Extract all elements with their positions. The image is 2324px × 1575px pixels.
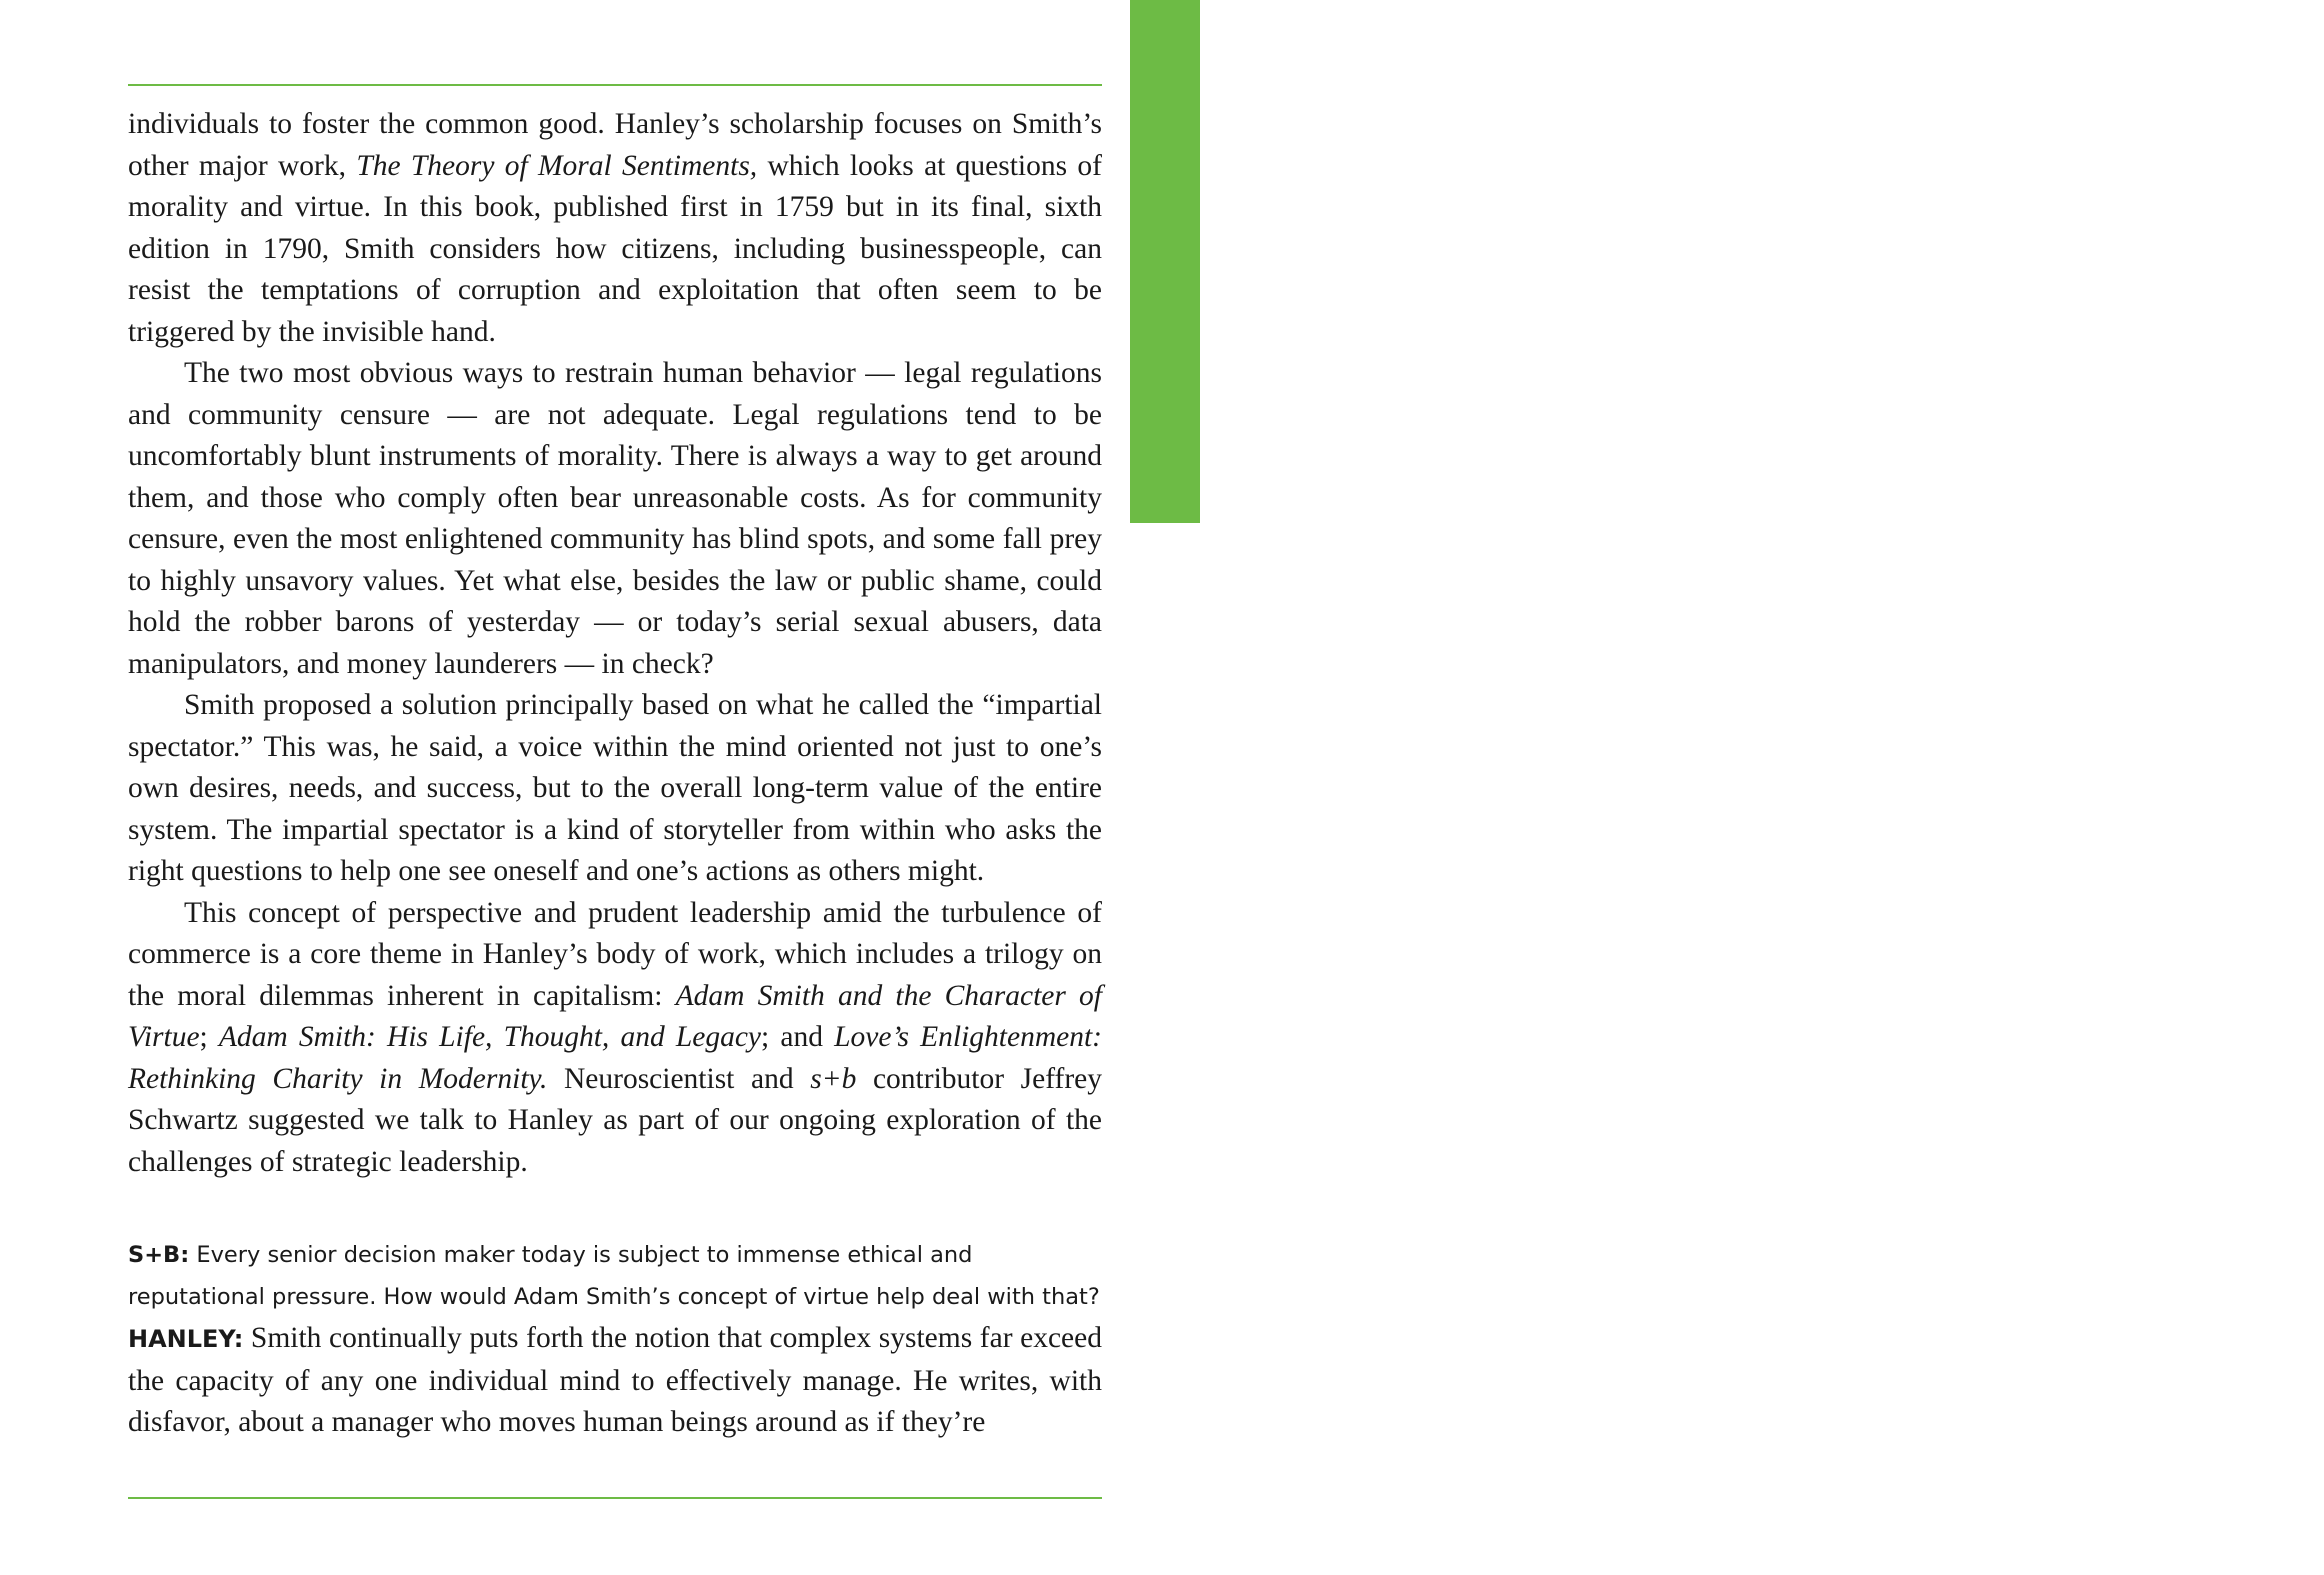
section-tab (1130, 0, 2303, 523)
paragraph-3: Smith proposed a solution principally based on what he called the “impartial spectator.” This was, he said, a voice within the mind oriented not just to one’s own desires, needs, and success, but to the overall long-term value of the entire system. The impartial spectator is a kind of storyteller from within who asks the right questions to help one see oneself and one’s actions as others might. (128, 689, 1102, 887)
interviewer-label: S+B: (128, 1242, 190, 1268)
book-title: Love’s Enlightenment: Rethinking Charity in Modernity. (128, 1021, 1102, 1095)
paragraph-2: The two most obvious ways to restrain human behavior — legal regulations and community censure — are not adequate. Legal regulations tend to be uncomfortably blunt instruments of morality. There is always a way to get around them, and those who comply often bear unreasonable costs. As for community censure, even the most enlightened community has blind spots, and some fall prey to highly unsavory values. Yet what else, besides the law or public shame, could hold the robber barons of yesterday — or today’s serial sexual abusers, data manipulators, and money launderers — in check? (128, 357, 1102, 680)
book-title: The Theory of Moral Sentiments, (356, 149, 758, 182)
interview-question: S+B: Every senior decision maker today is subject to immense ethical and reputational pressure. How would Adam Smith’s concept of virtue help deal with that? (128, 1242, 1100, 1310)
paragraph-4: This concept of perspective and prudent leadership amid the turbulence of commerce is a core theme in Hanley’s body of work, which includes a trilogy on the moral dilemmas inherent in capitalism: Adam Smith and the Character of Virtue; Adam Smith: His Life, Thought, and Legacy; and Love’s Enlightenment: Rethinking Charity in Modernity. Neuroscientist and s+b contributor Jeffrey Schwartz suggested we talk to Hanley as part of our ongoing exploration of the challenges of strategic leadership. (128, 896, 1103, 1178)
page-number: 19 (2282, 470, 2302, 486)
interviewee-label: HANLEY: (128, 1325, 244, 1353)
section-label: leading ideas (2281, 50, 2303, 194)
book-title: Adam Smith: His Life, Thought, and Legacy (218, 1021, 762, 1053)
interview-section (128, 1235, 1102, 1444)
top-divider (128, 84, 1102, 86)
interview-answer: HANLEY: Smith continually puts forth the notion that complex systems far exceed the capacity of any one individual mind to effectively manage. He writes, with disfavor, about a manager who moves human beings around as if they’re (128, 1322, 1102, 1438)
article-body (128, 104, 1102, 1444)
book-title: Adam Smith and the Character of Virtue (128, 979, 1102, 1053)
bottom-divider (128, 1497, 1102, 1499)
publication-name: s+b (810, 1062, 857, 1095)
paragraph-1: individuals to foster the common good. Hanley’s scholarship focuses on Smith’s other major work, The Theory of Moral Sentiments, which looks at questions of morality and virtue. In this book, published first in 1759 but in its final, sixth edition in 1790, Smith considers how citizens, including businesspeople, can resist the temptations of corruption and exploitation that often seem to be triggered by the invisible hand. (128, 108, 1102, 348)
